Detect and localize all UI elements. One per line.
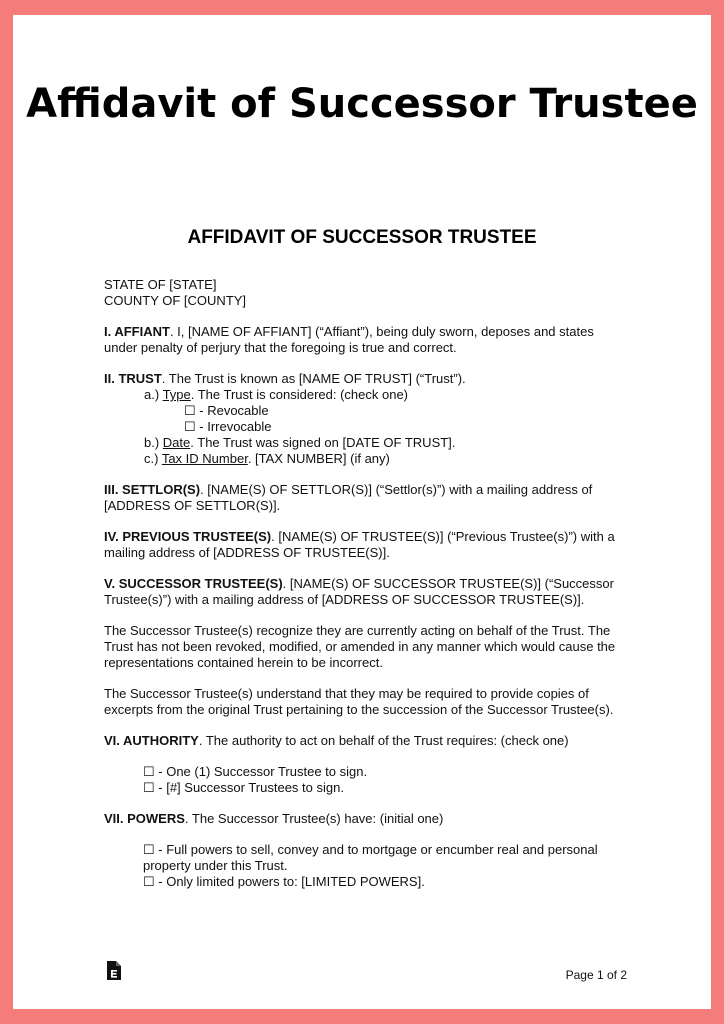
- section-text: . The Trust is known as [NAME OF TRUST] (“Trust”).: [161, 371, 466, 386]
- paragraph-recognize: The Successor Trustee(s) recognize they are currently acting on behalf of the Trust. The Trust has not been revoked, modified, or amended in any manner which would cause the representations contained herein to be incorrect.: [104, 623, 616, 670]
- section-authority: [104, 733, 616, 749]
- section-text: . The authority to act on behalf of the Trust requires: (check one): [198, 733, 569, 748]
- section-text: . [NAME(S) OF TRUSTEE(S)] (“Previous Trustee(s)”) with a mailing address of [ADDRESS OF TRUSTEE(S)].: [104, 529, 615, 560]
- section-heading: II. TRUST: [104, 371, 162, 386]
- section-settlor: [104, 482, 616, 514]
- paragraph-understand: The Successor Trustee(s) understand that they may be required to provide copies of excerpts from the original Trust pertaining to the succession of the Successor Trustee(s).: [104, 686, 614, 717]
- section-successor-trustee: [104, 576, 616, 608]
- section-text: . The Successor Trustee(s) have: (initial one): [184, 811, 444, 826]
- section-previous-trustee: [104, 529, 616, 561]
- state-line: STATE OF [STATE]: [104, 277, 217, 292]
- document-title: AFFIDAVIT OF SUCCESSOR TRUSTEE: [187, 227, 537, 248]
- section-heading: I. AFFIANT: [104, 324, 170, 339]
- section-text: . I, [NAME OF AFFIANT] (“Affiant”), being duly sworn, deposes and states under penalty of perjury that the foregoing is true and correct.: [104, 324, 594, 355]
- checkbox-one-trustee[interactable]: ☐ - One (1) Successor Trustee to sign.: [143, 764, 368, 779]
- trust-tax-label: Tax ID Number: [161, 451, 248, 466]
- document-logo-icon: [107, 961, 121, 980]
- document-body: [104, 277, 616, 890]
- checkbox-revocable[interactable]: ☐ - Revocable: [184, 403, 269, 418]
- section-heading: IV. PREVIOUS TRUSTEE(S): [104, 529, 272, 544]
- section-affiant: [104, 324, 616, 356]
- section-heading: VI. AUTHORITY: [104, 733, 199, 748]
- document-page: [13, 15, 711, 1009]
- section-powers: [104, 811, 616, 827]
- trust-type-label: Type: [162, 387, 191, 402]
- trust-date-label: Date: [162, 435, 191, 450]
- trust-tax-line: c.) Tax ID Number. [TAX NUMBER] (if any): [144, 451, 390, 466]
- checkbox-limited-powers[interactable]: ☐ - Only limited powers to: [LIMITED POWERS].: [143, 874, 425, 889]
- section-text: . [NAME(S) OF SUCCESSOR TRUSTEE(S)] (“Successor Trustee(s)”) with a mailing address of [ADDRESS OF SUCCESSOR TRUSTEE(S)].: [104, 576, 614, 607]
- county-line: COUNTY OF [COUNTY]: [104, 293, 247, 308]
- page-number: Page 1 of 2: [565, 968, 627, 982]
- trust-type-line: a.) Type. The Trust is considered: (check one): [144, 387, 408, 402]
- section-heading: III. SETTLOR(S): [104, 482, 201, 497]
- checkbox-irrevocable[interactable]: ☐ - Irrevocable: [184, 419, 272, 434]
- section-text: . [NAME(S) OF SETTLOR(S)] (“Settlor(s)”) with a mailing address of [ADDRESS OF SETTLOR(S)].: [104, 482, 593, 513]
- section-heading: VII. POWERS: [104, 811, 185, 826]
- checkbox-full-powers[interactable]: ☐ - Full powers to sell, convey and to mortgage or encumber real and personal property under this Trust.: [143, 842, 598, 873]
- section-trust: [104, 371, 616, 387]
- trust-date-line: b.) Date. The Trust was signed on [DATE OF TRUST].: [144, 435, 456, 450]
- section-heading: V. SUCCESSOR TRUSTEE(S): [104, 576, 283, 591]
- checkbox-multiple-trustees[interactable]: ☐ - [#] Successor Trustees to sign.: [143, 780, 344, 795]
- banner-title: Affidavit of Successor Trustee: [26, 81, 698, 127]
